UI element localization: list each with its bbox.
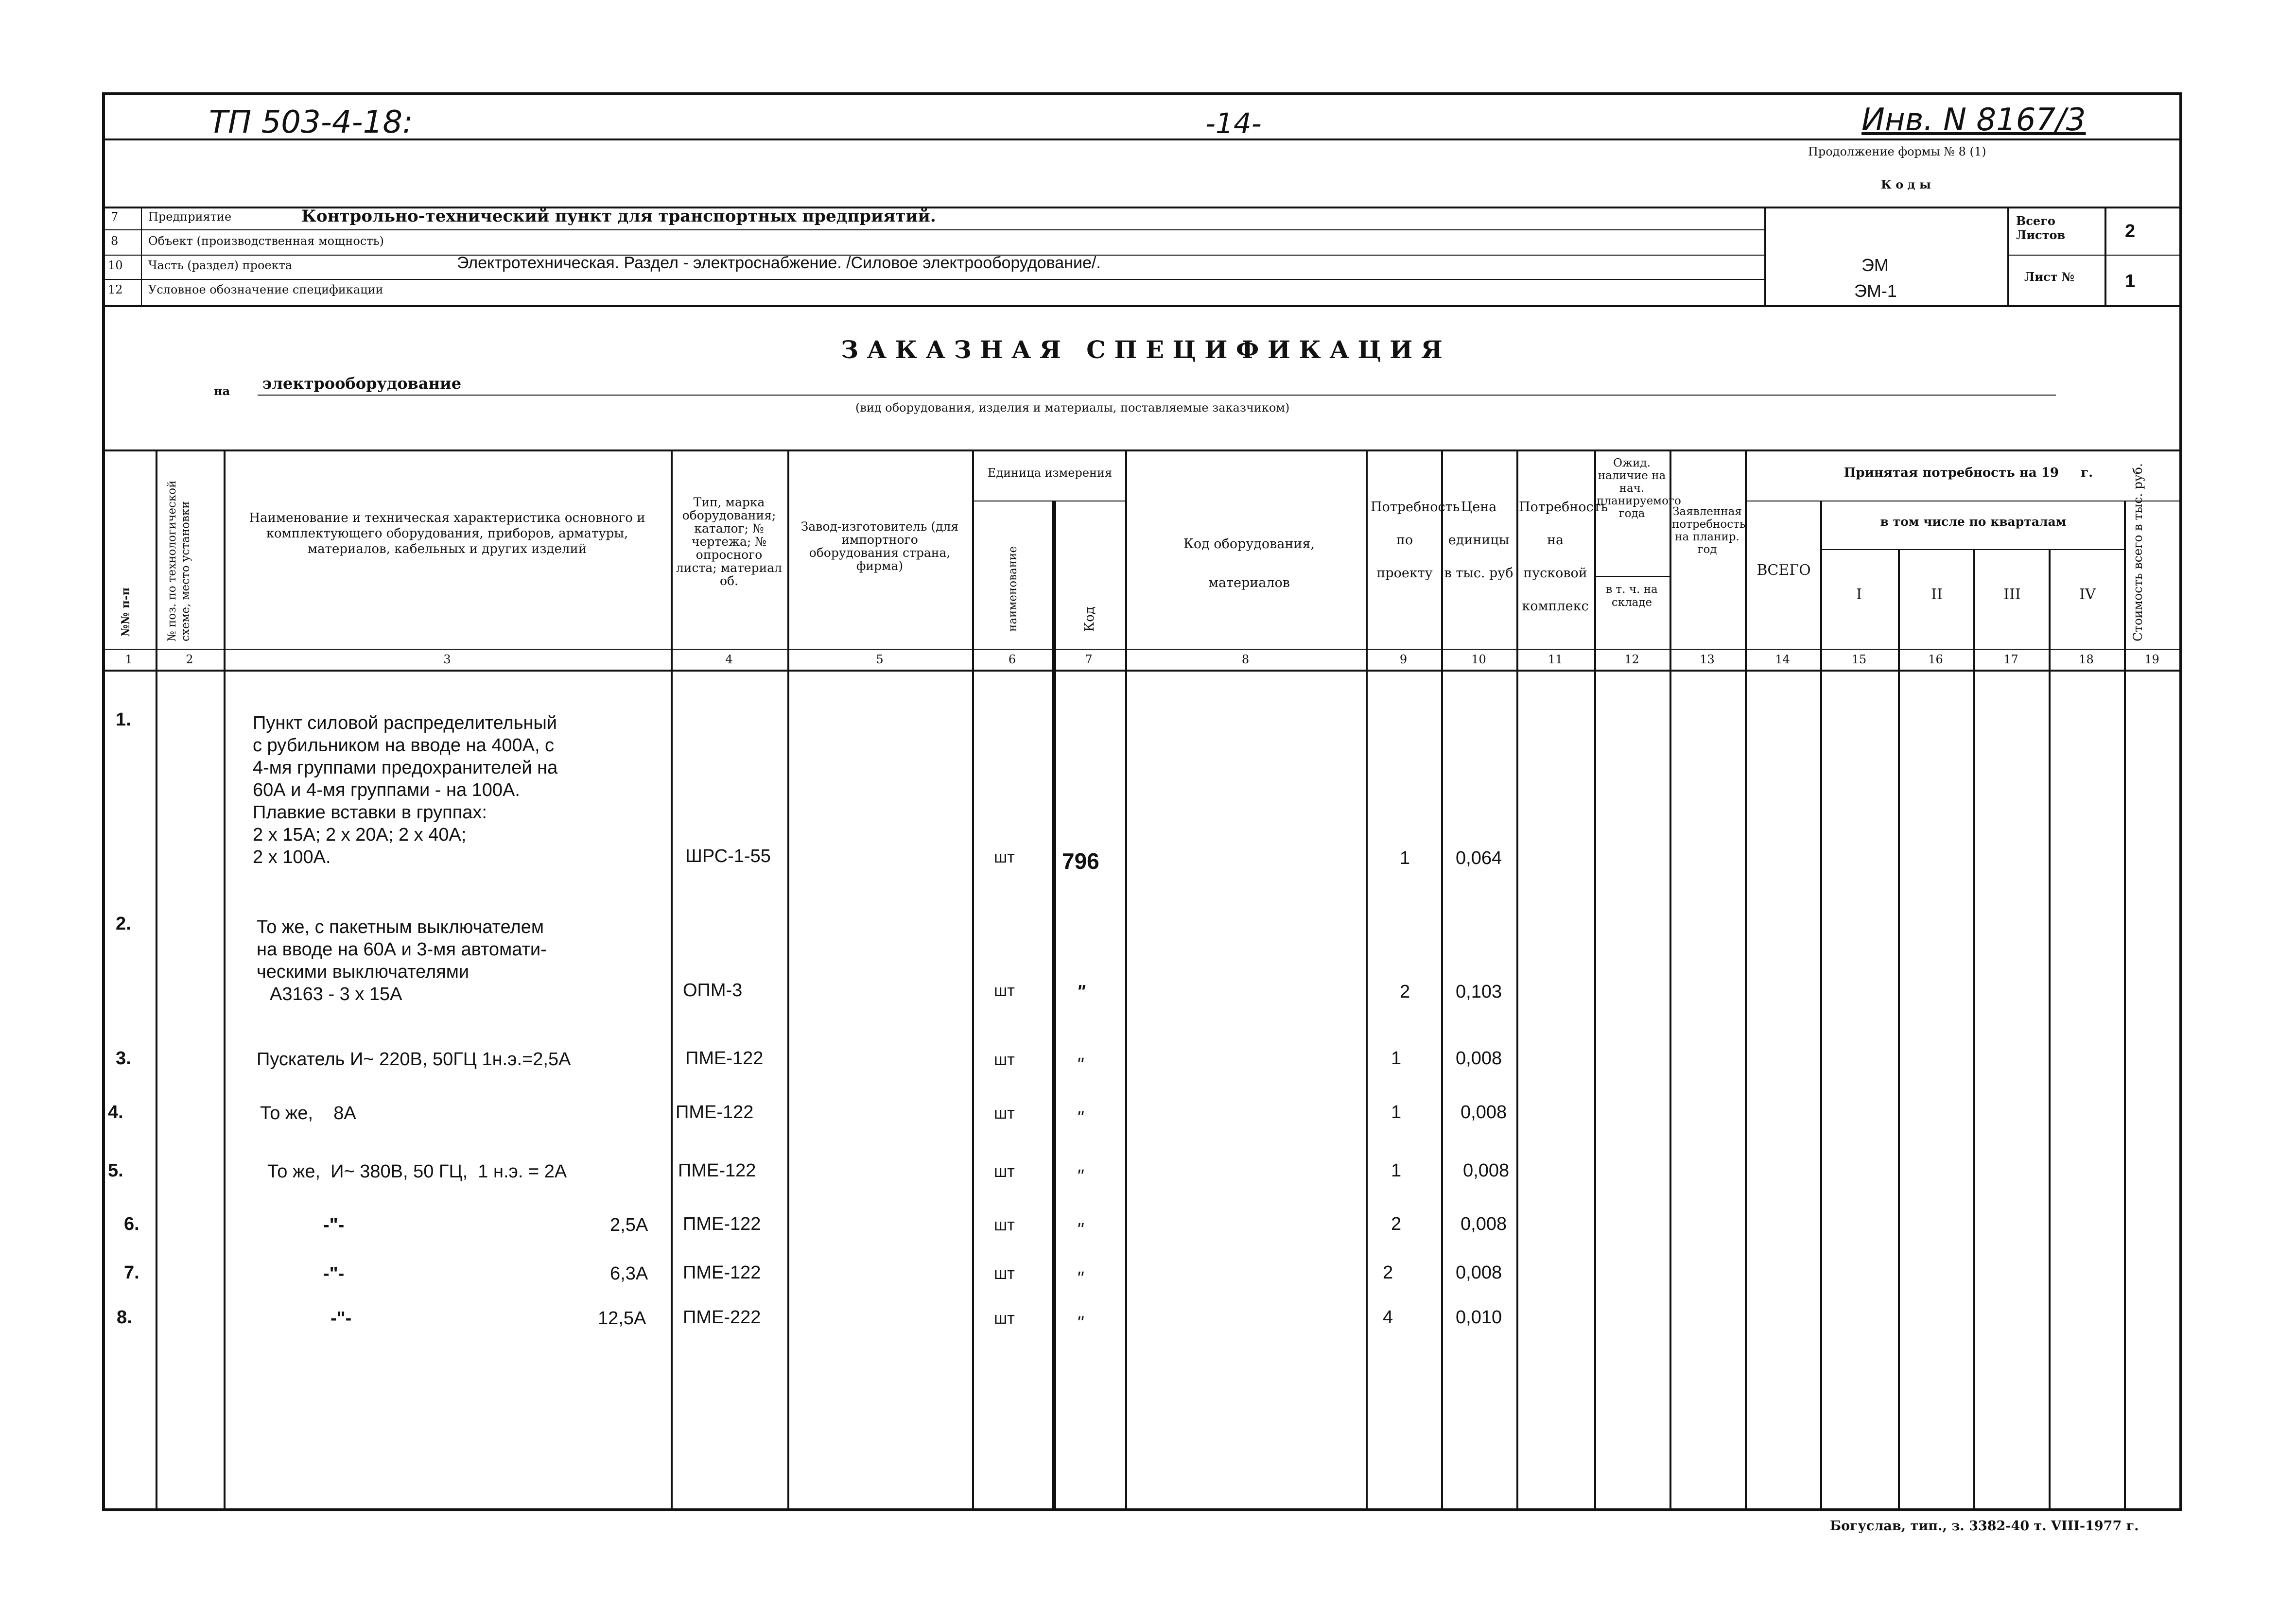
col10-header: Цена единицы в тыс. руб <box>1444 500 1513 581</box>
item-name-line: с рубильником на вводе на 400А, с <box>253 735 555 756</box>
col-number: 12 <box>1624 653 1639 666</box>
item-unit: шт <box>994 1309 1015 1328</box>
col-number: 3 <box>443 653 451 666</box>
col-number: 6 <box>1008 653 1016 666</box>
row-number: 1. <box>116 709 131 730</box>
col-number: 16 <box>1928 653 1943 666</box>
info-label-object: Объект (производственная мощность) <box>148 234 384 248</box>
item-qty: 2 <box>1400 982 1410 1002</box>
item-code: " <box>1077 1108 1083 1128</box>
item-type: ПМЕ-122 <box>683 1262 761 1283</box>
item-unit: шт <box>994 848 1015 866</box>
item-qty: 1 <box>1400 848 1410 868</box>
unit-header: Единица измерения <box>987 466 1113 480</box>
item-name-line: Пускатель И~ 220В, 50ГЦ 1н.э.=2,5А <box>257 1049 571 1070</box>
item-type: ПМЕ-222 <box>683 1307 761 1328</box>
item-code: " <box>1077 1220 1083 1240</box>
inventory-number: Инв. N 8167/3 <box>1861 102 2086 138</box>
total-sheets-value: 2 <box>2125 221 2136 242</box>
col-number: 11 <box>1548 653 1563 666</box>
page-number: -14- <box>1205 107 1262 140</box>
item-code: " <box>1077 1166 1083 1187</box>
row-number: 4. <box>108 1102 123 1123</box>
item-unit: шт <box>994 1051 1015 1069</box>
item-rating: 6,3А <box>610 1263 648 1284</box>
item-name-line: 60А и 4-мя группами - на 100А. <box>253 780 520 800</box>
col2-header: № поз. по технологической схеме, место установки <box>166 480 192 641</box>
col-number: 2 <box>186 653 193 666</box>
col13-header: Заявленная потребность на планир. год <box>1672 505 1746 556</box>
ditto-mark: -"- <box>323 1263 345 1284</box>
quarters-header: в том числе по кварталам <box>1880 515 2067 529</box>
accepted-header: Принятая потребность на 19 г. <box>1844 466 2093 480</box>
item-price: 0,008 <box>1456 1262 1502 1283</box>
col6-header: наименование <box>1007 546 1019 632</box>
spec-subject: электрооборудование <box>262 374 462 393</box>
code-em-1: ЭМ-1 <box>1854 281 1897 301</box>
item-type: ОПМ-3 <box>683 980 743 1001</box>
info-label-designation: Условное обозначение спецификации <box>148 283 383 296</box>
row-number: 2. <box>116 914 131 934</box>
item-unit: шт <box>994 982 1015 1000</box>
item-unit: шт <box>994 1216 1015 1234</box>
info-no-10: 10 <box>108 259 123 272</box>
col-number: 18 <box>2079 653 2094 666</box>
item-unit: шт <box>994 1104 1015 1123</box>
ditto-mark: -"- <box>323 1215 345 1235</box>
item-qty: 1 <box>1391 1160 1402 1181</box>
item-name-line: на вводе на 60А и 3-мя автомати- <box>257 939 547 960</box>
item-price: 0,010 <box>1456 1307 1502 1328</box>
row-number: 8. <box>117 1307 132 1328</box>
item-name-line: 2 х 100А. <box>253 847 331 867</box>
item-name-line: То же, 8А <box>260 1103 356 1123</box>
col7-header: Код <box>1082 606 1097 632</box>
col-number: 9 <box>1399 653 1408 666</box>
info-label-enterprise: Предприятие <box>148 210 232 224</box>
col8-header: Код оборудования, материалов <box>1183 536 1315 590</box>
sheet-label: Лист № <box>2024 270 2074 284</box>
col-number: 7 <box>1085 653 1093 666</box>
codes-label: К о д ы <box>1881 177 1931 191</box>
item-price: 0,008 <box>1461 1102 1507 1123</box>
item-code: 796 <box>1062 848 1099 874</box>
item-name-line: А3163 - 3 х 15А <box>270 984 402 1004</box>
col5-header: Завод-изготовитель (для импортного оборудования страна, фирма) <box>800 519 959 573</box>
col17-header: III <box>2003 586 2021 603</box>
row-number: 7. <box>124 1262 139 1283</box>
sheet-value: 1 <box>2125 271 2136 292</box>
col12b-header: в т. ч. на складе <box>1606 583 1658 609</box>
item-name-line: Плавкие вставки в группах: <box>253 802 487 823</box>
col1-header: №№ п-п <box>119 587 132 637</box>
col-number: 1 <box>125 653 133 666</box>
col15-header: I <box>1856 586 1862 603</box>
spec-title: З А К А З Н А Я С П Е Ц И Ф И К А Ц И Я <box>841 335 1443 364</box>
info-no-7: 7 <box>111 210 119 224</box>
col18-header: IV <box>2079 586 2096 603</box>
item-name-line: ческими выключателями <box>257 962 470 982</box>
info-value-enterprise: Контрольно-технический пункт для транспортных предприятий. <box>301 207 936 226</box>
col-number: 4 <box>725 653 733 666</box>
row-number: 3. <box>116 1048 131 1069</box>
col14-header: ВСЕГО <box>1757 562 1811 579</box>
row-number: 6. <box>124 1214 139 1234</box>
item-price: 0,103 <box>1456 982 1502 1002</box>
row-number: 5. <box>108 1160 123 1181</box>
item-price: 0,008 <box>1456 1048 1502 1069</box>
item-type: ПМЕ-122 <box>685 1048 764 1069</box>
col19-header: Стоимость всего в тыс. руб. <box>2131 463 2145 641</box>
na-label: на <box>214 384 230 398</box>
item-type: ПМЕ-122 <box>678 1160 756 1181</box>
item-name-line: То же, с пакетным выключателем <box>257 917 544 937</box>
form-continuation: Продолжение формы № 8 (1) <box>1808 145 1986 158</box>
col-number: 19 <box>2144 653 2159 666</box>
item-unit: шт <box>994 1264 1015 1283</box>
code-em: ЭМ <box>1861 255 1889 275</box>
item-rating: 12,5А <box>598 1308 646 1329</box>
item-code: " <box>1077 1054 1083 1075</box>
item-code: " <box>1077 1313 1083 1333</box>
col3-header: Наименование и техническая характеристика основного и комплектующего оборудования, приборов, арматуры, материалов, кабельных и других изделий <box>249 511 645 556</box>
item-price: 0,064 <box>1456 848 1502 868</box>
item-price: 0,008 <box>1461 1214 1507 1234</box>
col4-header: Тип, марка оборудования; каталог; № чертежа; № опросного листа; материал об. <box>676 495 783 588</box>
col-number: 5 <box>876 653 884 666</box>
ditto-mark: -"- <box>330 1308 352 1329</box>
col11-header: Потребность на пусковой комплекс <box>1519 500 1608 614</box>
item-qty: 1 <box>1391 1048 1402 1069</box>
item-type: ШРС-1-55 <box>685 846 771 866</box>
item-name-line: То же, И~ 380В, 50 ГЦ, 1 н.э. = 2А <box>267 1161 567 1182</box>
col16-header: II <box>1931 586 1943 603</box>
item-qty: 2 <box>1391 1214 1402 1234</box>
item-qty: 4 <box>1383 1307 1393 1328</box>
info-value-part: Электротехническая. Раздел - электроснабжение. /Силовое электрооборудование/. <box>457 254 1101 272</box>
item-name-line: Пункт силовой распределительный <box>253 713 557 733</box>
info-no-12: 12 <box>108 283 123 296</box>
item-code: " <box>1077 1268 1083 1289</box>
col-number: 10 <box>1471 653 1486 666</box>
total-sheets-label: Всего Листов <box>2016 214 2066 242</box>
item-qty: 2 <box>1383 1262 1393 1283</box>
col-number: 8 <box>1241 653 1250 666</box>
col-number: 14 <box>1775 653 1790 666</box>
item-type: ПМЕ-122 <box>676 1102 754 1123</box>
item-qty: 1 <box>1391 1102 1402 1123</box>
info-label-part: Часть (раздел) проекта <box>148 259 293 272</box>
item-name-line: 2 х 15А; 2 х 20А; 2 х 40А; <box>253 825 467 845</box>
col9-header: Потребность по проекту <box>1371 500 1460 581</box>
printer-footer: Богуслав, тип., з. 3382-40 т. VIII-1977 г. <box>1830 1519 2139 1534</box>
col-number: 13 <box>1700 653 1715 666</box>
item-rating: 2,5А <box>610 1215 648 1235</box>
col-number: 17 <box>2003 653 2018 666</box>
item-type: ПМЕ-122 <box>683 1214 761 1234</box>
item-price: 0,008 <box>1463 1160 1510 1181</box>
item-code: " <box>1077 982 1086 1002</box>
spec-caption: (вид оборудования, изделия и материалы, поставляемые заказчиком) <box>855 401 1290 415</box>
info-no-8: 8 <box>111 234 119 248</box>
item-unit: шт <box>994 1162 1015 1181</box>
doc-code: ТП 503-4-18: <box>209 104 413 140</box>
col12-header: Ожид. наличие на нач. планируемого года <box>1597 457 1681 520</box>
col-number: 15 <box>1851 653 1867 666</box>
item-name-line: 4-мя группами предохранителей на <box>253 758 558 778</box>
